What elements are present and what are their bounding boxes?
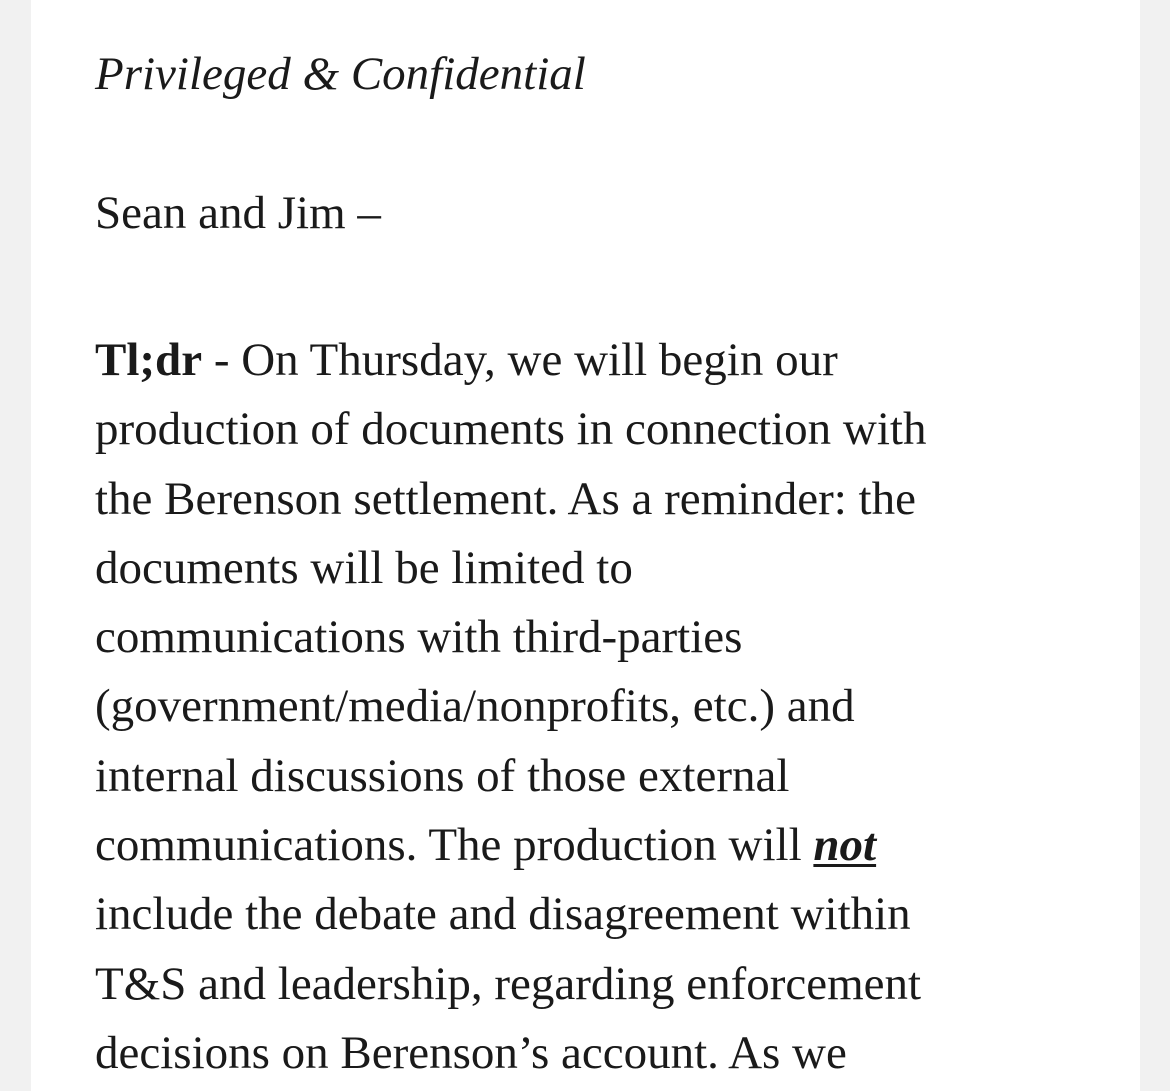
body-paragraph (95, 330, 926, 1091)
body-line (95, 330, 926, 399)
body-line: (government/media/nonprofits, etc.) and (95, 680, 855, 733)
body-line: communications with third-parties (95, 611, 743, 664)
body-line: the Berenson settlement. As a reminder: the (95, 472, 916, 525)
salutation: Sean and Jim – (95, 187, 381, 239)
tldr-label: Tl;dr (95, 334, 203, 386)
body-line: T&S and leadership, regarding enforcement (95, 957, 922, 1010)
body-line: internal discussions of those external (95, 749, 790, 802)
body-line: decisions on Berenson’s account. As we (95, 1026, 847, 1079)
body-text: communications. The production will (95, 819, 814, 872)
emphasis-not: not (813, 819, 877, 872)
body-line: documents will be limited to (95, 541, 633, 594)
body-text: - On Thursday, we will begin our (202, 334, 838, 386)
document-page (31, 0, 1140, 1091)
body-line (95, 815, 926, 884)
body-line: include the debate and disagreement within (95, 888, 911, 941)
confidentiality-header: Privileged & Confidential (95, 48, 586, 100)
body-line: production of documents in connection with (95, 403, 927, 456)
